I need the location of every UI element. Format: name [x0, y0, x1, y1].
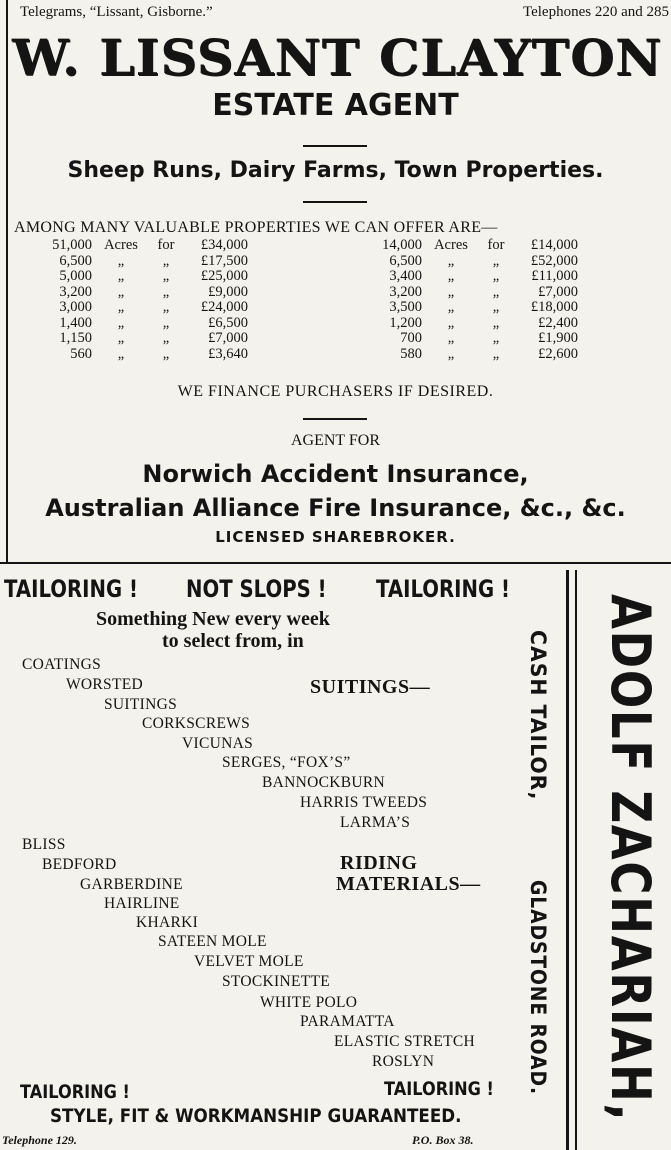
headline-not-slops: NOT SLOPS ! — [186, 575, 327, 603]
property-price: £9,000 — [208, 283, 248, 300]
licensed-sharebroker: LICENSED SHAREBROKER. — [215, 528, 456, 546]
riding-item: STOCKINETTE — [222, 973, 331, 990]
property-unit: „ — [447, 314, 455, 331]
property-acres: 51,000 — [52, 237, 92, 253]
property-price: £14,000 — [530, 237, 578, 253]
properties-table-left — [40, 238, 248, 362]
riding-item: BEDFORD — [42, 856, 117, 873]
suiting-item: VICUNAS — [182, 735, 253, 752]
riding-heading-2: MATERIALS— — [336, 873, 481, 895]
vertical-tailor-name: ADOLF ZACHARIAH, — [599, 594, 662, 1123]
property-unit: Acres — [104, 237, 138, 253]
property-for: „ — [162, 268, 170, 284]
property-price: £2,600 — [538, 345, 578, 362]
properties-table-right — [370, 238, 578, 362]
suiting-item: HARRIS TWEEDS — [300, 794, 428, 811]
property-for: „ — [162, 345, 170, 362]
riding-item: ELASTIC STRETCH — [334, 1033, 475, 1050]
property-for: „ — [492, 299, 500, 315]
telephones-line: Telephones 220 and 285 — [522, 4, 669, 20]
insurance-australian-alliance: Australian Alliance Fire Insurance, &c., &c. — [45, 494, 626, 522]
property-row — [40, 331, 248, 347]
property-for: for — [157, 237, 175, 253]
property-price: £3,640 — [208, 345, 248, 362]
vertical-address-gladstone-road: GLADSTONE ROAD. — [526, 880, 550, 1095]
property-price: £1,900 — [538, 330, 578, 346]
property-unit: „ — [117, 283, 125, 300]
headline-tailoring-2: TAILORING ! — [376, 575, 510, 603]
property-row — [370, 285, 578, 301]
riding-item: VELVET MOLE — [194, 953, 304, 970]
property-for: „ — [492, 268, 500, 284]
property-unit: „ — [447, 268, 455, 284]
select-from-line: to select from, in — [162, 630, 304, 652]
property-for: „ — [162, 314, 170, 331]
suiting-item: BANNOCKBURN — [262, 774, 386, 791]
property-row — [40, 316, 248, 332]
riding-item: BLISS — [22, 836, 66, 853]
property-row — [370, 238, 578, 254]
headline-tailoring-1: TAILORING ! — [4, 575, 138, 603]
suiting-item: CORKSCREWS — [142, 715, 251, 732]
property-unit: „ — [447, 299, 455, 315]
telegrams-line: Telegrams, “Lissant, Gisborne.” — [20, 4, 213, 20]
property-for: „ — [492, 283, 500, 300]
property-acres: 6,500 — [59, 252, 92, 269]
property-price: £11,000 — [531, 268, 578, 284]
property-unit: „ — [117, 299, 125, 315]
property-acres: 1,200 — [389, 314, 422, 331]
property-unit: „ — [117, 314, 125, 331]
vertical-address-cash-tailor: CASH TAILOR, — [526, 630, 550, 801]
property-acres: 6,500 — [389, 252, 422, 269]
property-acres: 3,200 — [59, 283, 92, 300]
guarantee-line: STYLE, FIT & WORKMANSHIP GUARANTEED. — [50, 1105, 462, 1127]
property-row — [370, 254, 578, 270]
property-acres: 3,200 — [389, 283, 422, 300]
property-price: £24,000 — [200, 299, 248, 315]
property-for: for — [487, 237, 505, 253]
finance-note: WE FINANCE PURCHASERS IF DESIRED. — [177, 383, 494, 400]
property-unit: „ — [117, 252, 125, 269]
property-for: „ — [492, 252, 500, 269]
section-separator — [0, 562, 671, 564]
insurance-norwich: Norwich Accident Insurance, — [142, 460, 529, 488]
property-for: „ — [162, 252, 170, 269]
riding-item: HAIRLINE — [104, 895, 180, 912]
property-price: £7,000 — [208, 330, 248, 346]
property-row — [40, 269, 248, 285]
property-price: £52,000 — [530, 252, 578, 269]
estate-agent-title: ESTATE AGENT — [212, 88, 459, 123]
property-unit: „ — [117, 268, 125, 284]
riding-item: PARAMATTA — [300, 1013, 395, 1030]
footer-tailoring-left: TAILORING ! — [20, 1081, 130, 1103]
property-acres: 3,500 — [389, 299, 422, 315]
property-row — [40, 285, 248, 301]
property-acres: 1,150 — [59, 330, 92, 346]
property-for: „ — [162, 330, 170, 346]
riding-item: WHITE POLO — [260, 994, 358, 1011]
property-unit: „ — [447, 330, 455, 346]
riding-item: ROSLYN — [372, 1053, 435, 1070]
property-unit: Acres — [434, 237, 468, 253]
property-acres: 14,000 — [382, 237, 422, 253]
property-for: „ — [162, 283, 170, 300]
property-row — [370, 300, 578, 316]
divider-rule — [303, 201, 367, 203]
property-price: £2,400 — [538, 314, 578, 331]
property-for: „ — [492, 314, 500, 331]
property-for: „ — [492, 330, 500, 346]
property-unit: „ — [117, 345, 125, 362]
property-row — [40, 238, 248, 254]
riding-item: SATEEN MOLE — [158, 933, 267, 950]
property-unit: „ — [117, 330, 125, 346]
property-price: £17,500 — [200, 252, 248, 269]
property-acres: 3,400 — [389, 268, 422, 284]
estate-agent-advertisement — [0, 0, 671, 562]
property-acres: 3,000 — [59, 299, 92, 315]
property-acres: 580 — [400, 345, 422, 362]
property-row — [370, 269, 578, 285]
po-box: P.O. Box 38. — [412, 1133, 474, 1147]
vertical-rule-inner — [575, 570, 577, 1150]
specialties-line: Sheep Runs, Dairy Farms, Town Properties. — [67, 158, 604, 183]
suiting-item: SERGES, “FOX’S” — [222, 754, 351, 771]
property-for: „ — [492, 345, 500, 362]
property-for: „ — [162, 299, 170, 315]
property-row — [40, 254, 248, 270]
property-acres: 1,400 — [59, 314, 92, 331]
riding-item: KHARKI — [136, 914, 199, 931]
property-price: £25,000 — [200, 268, 248, 284]
property-row — [40, 300, 248, 316]
suiting-item: SUITINGS — [104, 696, 178, 713]
property-acres: 5,000 — [59, 268, 92, 284]
property-row — [370, 347, 578, 363]
property-row — [40, 347, 248, 363]
suiting-item: COATINGS — [22, 656, 102, 673]
agent-name: W. LISSANT CLAYTON — [12, 28, 663, 87]
riding-heading-1: RIDING — [340, 852, 418, 874]
suiting-item: WORSTED — [66, 676, 144, 693]
telephone-number: Telephone 129. — [2, 1133, 77, 1147]
something-new-line: Something New every week — [96, 608, 330, 630]
property-price: £34,000 — [200, 237, 248, 253]
divider-rule — [303, 145, 367, 147]
property-price: £7,000 — [538, 283, 578, 300]
property-row — [370, 331, 578, 347]
property-unit: „ — [447, 283, 455, 300]
riding-item: GARBERDINE — [80, 876, 183, 893]
vertical-rule-left — [566, 570, 569, 1150]
property-price: £6,500 — [208, 314, 248, 331]
property-acres: 700 — [400, 330, 422, 346]
suiting-item: LARMA’S — [340, 814, 411, 831]
property-row — [370, 316, 578, 332]
agent-for-label: AGENT FOR — [290, 432, 381, 449]
property-acres: 560 — [70, 345, 92, 362]
footer-tailoring-right: TAILORING ! — [384, 1078, 494, 1100]
divider-rule — [303, 418, 367, 420]
property-unit: „ — [447, 252, 455, 269]
property-price: £18,000 — [530, 299, 578, 315]
properties-intro: AMONG MANY VALUABLE PROPERTIES WE CAN OFFER ARE— — [14, 219, 498, 236]
property-unit: „ — [447, 345, 455, 362]
suitings-heading: SUITINGS— — [310, 676, 431, 698]
